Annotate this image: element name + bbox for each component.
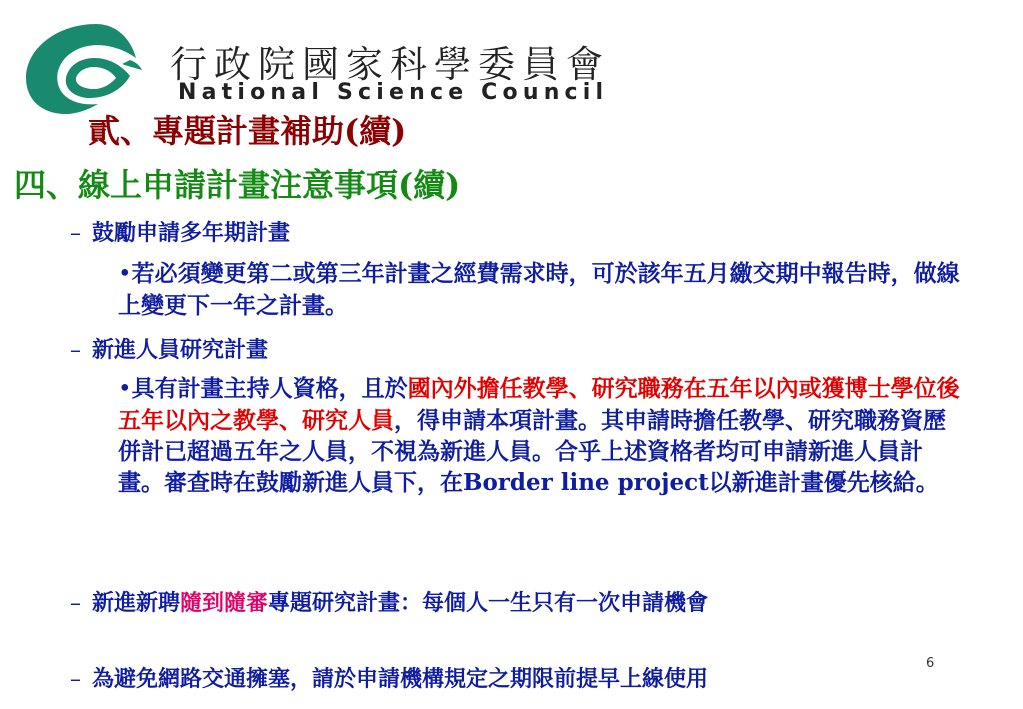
list-item-text: 鼓勵申請多年期計畫 [92,220,291,246]
bullet-marker: • [118,376,132,402]
list-item-text: 為避免網路交通擁塞，請於申請機構規定之期限前提早上線使用 [92,666,709,692]
list-item [70,588,960,619]
list-item-text: 新進人員研究計畫 [92,337,269,363]
bullet-text: 若必須變更第二或第三年計畫之經費需求時，可於該年五月繳交期中報告時，做線上變更下一年之計畫。 [118,260,960,319]
dash-marker: – [70,338,81,363]
highlight-text: 隨到隨審 [180,590,269,616]
list-item [70,664,960,695]
nsc-logo-icon [18,18,144,118]
list-item-text: 專題研究計畫：每個人一生只有一次申請機會 [268,590,709,616]
bullet-marker: • [118,261,132,287]
highlight-text: 國內外擔任教學、研究職務在五年以內或獲博士學位後五年以內之教學、研究人員 [118,375,960,434]
bullet-text: ，得申請本項計畫。其申請時擔任教學、研究職務資歷併計已超過五年之人員，不視為新進人員。合乎上述資格者均可申請新進人員計畫。審查時在鼓勵新進人員下，在Border line project以新進計畫優先核給。 [118,407,946,496]
list-item [70,335,960,366]
section-title: 貳、專題計畫補助(續) [88,112,407,150]
bullet-text: 具有計畫主持人資格，且於 [131,375,408,402]
page-number: 6 [926,656,935,671]
bullet-item [118,373,963,498]
dash-marker: – [70,221,81,246]
dash-marker: – [70,667,81,692]
org-name-english: National Science Council [178,80,609,105]
dash-marker: – [70,591,81,616]
bullet-item [118,258,963,321]
sub-title: 四、線上申請計畫注意事項(續) [14,166,461,204]
list-item [70,218,960,249]
org-name-chinese: 行政院國家科學委員會 [170,43,610,86]
list-item-text: 新進新聘 [92,590,181,616]
